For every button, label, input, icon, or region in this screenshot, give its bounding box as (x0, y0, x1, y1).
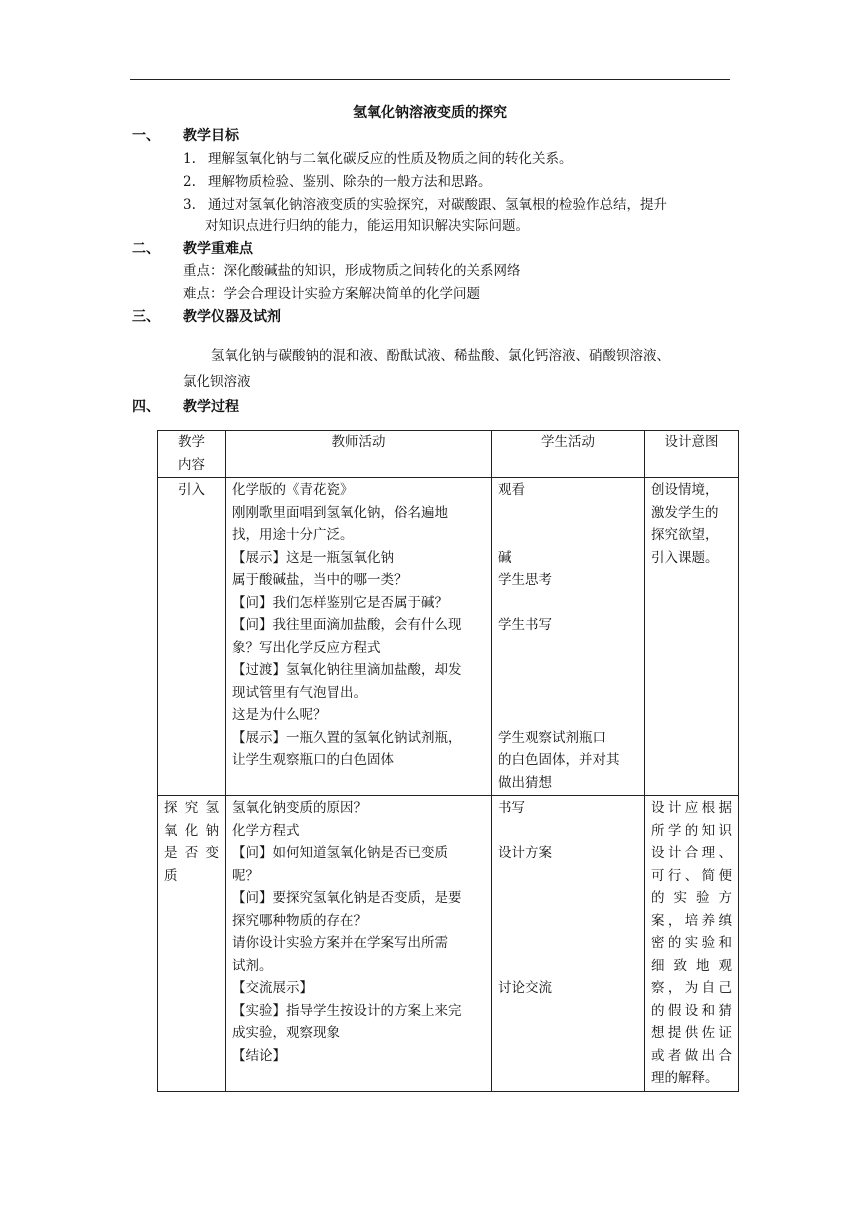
cell-line: 学生书写 (498, 617, 552, 633)
cell-line: 学生观察试剂瓶口 (498, 729, 606, 746)
cell-design (645, 478, 739, 796)
section-number: 一、 (132, 128, 160, 144)
cell-line: 设计应根据 (651, 800, 732, 816)
cell-line: 质 (164, 867, 178, 884)
cell-line: 【展示】这是一瓶氢氧化钠 (232, 549, 394, 566)
key-point-important: 重点：深化酸碱盐的知识，形成物质之间转化的关系网络 (183, 263, 521, 279)
header-design: 设计意图 (645, 431, 739, 478)
cell-line (498, 592, 638, 615)
header-content-line: 内容 (178, 456, 205, 473)
cell-line: 象？写出化学反应方程式 (232, 639, 381, 656)
cell-line: 让学生观察瓶口的白色固体 (232, 752, 394, 768)
cell-line: 找，用途十分广泛。 (232, 527, 354, 543)
cell-line (498, 502, 638, 525)
document-title: 氢氧化钠溶液变质的探究 (353, 105, 507, 121)
cell-line: 探究哪种物质的存在？ (232, 912, 367, 929)
cell-line: 是否变 (164, 845, 219, 861)
cell-line (498, 887, 638, 910)
cell-line: 氢氧化钠变质的原因？ (232, 800, 367, 816)
cell-line: 细致地观 (651, 957, 732, 974)
cell-line: 的实验方 (651, 890, 732, 906)
cell-line: 设计方案 (498, 845, 552, 861)
cell-student (492, 796, 645, 1092)
cell-line: 【交流展示】 (232, 980, 313, 996)
cell-line: 的白色固体，并对其 (498, 752, 620, 768)
cell-line: 或者做出合 (651, 1047, 732, 1064)
cell-line: 案，培养缜 (651, 912, 732, 929)
objective-number: 2. (183, 174, 196, 190)
table-header-row (158, 431, 739, 478)
objective-number: 3. (183, 197, 196, 213)
cell-line (498, 682, 638, 705)
cell-line (498, 865, 638, 888)
cell-design (645, 796, 739, 1092)
cell-line: 【问】如何知道氢氧化钠是否已变质 (232, 845, 448, 861)
cell-line: 呢？ (232, 867, 259, 884)
section-title-objectives: 教学目标 (183, 128, 239, 144)
cell-content (158, 478, 226, 796)
cell-line (498, 704, 638, 727)
objective-text: 理解物质检验、鉴别、除杂的一般方法和思路。 (208, 174, 492, 190)
header-content-line: 教学 (178, 434, 205, 450)
cell-content (158, 796, 226, 1092)
objective-text: 理解氢氧化钠与二氧化碳反应的性质及物质之间的转化关系。 (208, 151, 573, 167)
cell-line: 化学版的《青花瓷》 (232, 482, 354, 498)
cell-line: 【问】要探究氢氧化钠是否变质，是要 (232, 890, 462, 906)
cell-line: 【问】我们怎样鉴别它是否属于碱？ (232, 594, 448, 611)
cell-line: 这是为什么呢？ (232, 707, 327, 723)
cell-line: 观看 (498, 482, 525, 498)
cell-line (498, 524, 638, 547)
cell-line: 试剂。 (232, 957, 273, 974)
cell-line: 书写 (498, 800, 525, 816)
cell-line (498, 820, 638, 843)
objective-number: 1. (183, 151, 196, 167)
cell-line (498, 637, 638, 660)
cell-line: 刚刚歌里面唱到氢氧化钠，俗名遍地 (232, 504, 448, 521)
cell-line: 【实验】指导学生按设计的方案上来完 (232, 1002, 462, 1019)
cell-line (498, 910, 638, 933)
header-rule (130, 79, 730, 80)
header-student: 学生活动 (492, 431, 645, 478)
cell-line: 探究欲望， (651, 527, 719, 543)
cell-line: 设计合理、 (651, 845, 732, 861)
cell-line: 属于酸碱盐，当中的哪一类？ (232, 572, 408, 588)
cell-line: 【结论】 (232, 1047, 286, 1064)
cell-line (498, 659, 638, 682)
cell-line: 密的实验和 (651, 935, 732, 951)
teaching-process-table (157, 430, 739, 1092)
cell-line: 【展示】一瓶久置的氢氧化钠试剂瓶， (232, 729, 462, 746)
cell-line: 氧化钠 (164, 822, 219, 839)
cell-student (492, 478, 645, 796)
table-row (158, 796, 739, 1092)
cell-line: 所学的知识 (651, 822, 732, 839)
cell-line: 想提供佐证 (651, 1025, 732, 1041)
header-teacher: 教师活动 (226, 431, 492, 478)
cell-teacher (226, 796, 492, 1092)
section-title-process: 教学过程 (183, 399, 239, 415)
cell-line (498, 955, 638, 978)
cell-teacher (226, 478, 492, 796)
objective-text: 通过对氢氧化钠溶液变质的实验探究，对碳酸跟、氢氧根的检验作总结，提升 (208, 197, 667, 213)
section-title-key-points: 教学重难点 (183, 241, 253, 257)
cell-line: 学生思考 (498, 572, 552, 588)
cell-line (498, 932, 638, 955)
cell-line: 【过渡】氢氧化钠往里滴加盐酸，却发 (232, 662, 462, 678)
cell-line: 激发学生的 (651, 504, 719, 521)
cell-line: 察，为自己 (651, 980, 732, 996)
cell-line: 做出猜想 (498, 774, 552, 791)
header-content (158, 431, 226, 478)
reagents-line: 氯化钡溶液 (183, 374, 251, 390)
cell-line: 可行、简便 (651, 867, 732, 884)
cell-line: 成实验，观察现象 (232, 1025, 340, 1041)
cell-line: 创设情境， (651, 482, 719, 498)
table-row (158, 478, 739, 796)
section-number: 二、 (132, 241, 160, 257)
section-title-reagents: 教学仪器及试剂 (183, 309, 281, 325)
cell-line: 探究氢 (164, 800, 219, 816)
cell-line: 引入课题。 (651, 549, 719, 566)
cell-line: 化学方程式 (232, 822, 300, 839)
cell-line: 的假设和猜 (651, 1002, 732, 1019)
cell-line: 理的解释。 (651, 1070, 719, 1086)
reagents-line: 氢氧化钠与碳酸钠的混和液、酚酞试液、稀盐酸、氯化钙溶液、硝酸钡溶液、 (211, 348, 670, 364)
cell-line: 请你设计实验方案并在学案写出所需 (232, 935, 448, 951)
cell-line: 引入 (178, 482, 205, 498)
cell-line: 讨论交流 (498, 980, 552, 996)
cell-line: 现试管里有气泡冒出。 (232, 684, 367, 701)
key-point-difficult: 难点：学会合理设计实验方案解决简单的化学问题 (183, 286, 480, 302)
cell-line: 【问】我往里面滴加盐酸，会有什么现 (232, 617, 462, 633)
cell-line: 碱 (498, 549, 512, 566)
section-number: 三、 (132, 309, 160, 325)
section-number: 四、 (132, 399, 160, 415)
objective-text-continued: 对知识点进行归纳的能力，能运用知识解决实际问题。 (205, 218, 529, 234)
